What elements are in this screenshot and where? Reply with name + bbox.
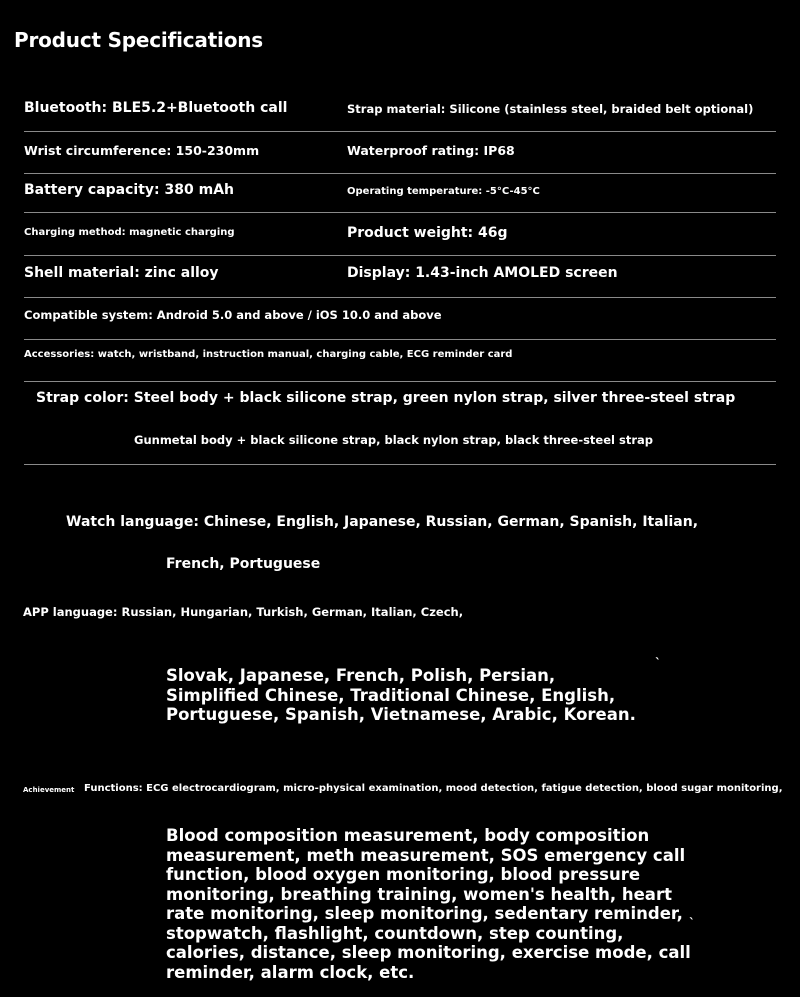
spec-bluetooth: Bluetooth: BLE5.2+Bluetooth call [24, 100, 288, 116]
app-language-list: Slovak, Japanese, French, Polish, Persian, Simplified Chinese, Traditional Chinese, English, Portuguese, Spanish, Vietnamese, Arabic, Korean. [166, 666, 636, 724]
spec-product-weight: Product weight: 46g [347, 225, 508, 241]
spec-operating-temperature: Operating temperature: -5°C-45°C [347, 186, 540, 197]
functions-line1: Functions: ECG electrocardiogram, micro-physical examination, mood detection, fatigue detection, blood sugar monitoring, [84, 783, 783, 794]
divider [24, 131, 776, 132]
app-language-line1: APP language: Russian, Hungarian, Turkish, German, Italian, Czech, [23, 605, 464, 619]
divider [24, 464, 776, 465]
divider [24, 339, 776, 340]
spec-charging-method: Charging method: magnetic charging [24, 227, 235, 238]
page-title: Product Specifications [14, 28, 263, 52]
watch-language-line2: French, Portuguese [166, 556, 321, 572]
divider [24, 381, 776, 382]
divider [24, 173, 776, 174]
stray-mark: ` [655, 656, 661, 670]
spec-strap-color-gunmetal: Gunmetal body + black silicone strap, black nylon strap, black three-steel strap [134, 433, 653, 447]
divider [24, 212, 776, 213]
spec-strap-material: Strap material: Silicone (stainless steel, braided belt optional) [347, 102, 754, 116]
stray-mark: ` [689, 916, 695, 930]
divider [24, 255, 776, 256]
watch-language-line1: Watch language: Chinese, English, Japanese, Russian, German, Spanish, Italian, [66, 514, 699, 530]
spec-strap-color-steel: Strap color: Steel body + black silicone strap, green nylon strap, silver three-steel strap [36, 390, 736, 406]
spec-shell-material: Shell material: zinc alloy [24, 265, 219, 281]
spec-accessories: Accessories: watch, wristband, instruction manual, charging cable, ECG reminder card [24, 349, 513, 360]
achievement-tag: Achievement [23, 786, 75, 794]
spec-battery: Battery capacity: 380 mAh [24, 182, 234, 198]
spec-compatible-system: Compatible system: Android 5.0 and above / iOS 10.0 and above [24, 308, 442, 322]
spec-wrist-circumference: Wrist circumference: 150-230mm [24, 143, 260, 158]
functions-list: Blood composition measurement, body composition measurement, meth measurement, SOS emergency call function, blood oxygen monitoring, blood pressure monitoring, breathing training, women's health, heart rate monitoring, sleep monitoring, sedentary reminder, stopwatch, flashlight, countdown, step counting, calories, distance, sleep monitoring, exercise mode, call reminder, alarm clock, etc. [166, 826, 691, 982]
spec-display: Display: 1.43-inch AMOLED screen [347, 265, 618, 281]
spec-waterproof: Waterproof rating: IP68 [347, 143, 515, 158]
divider [24, 297, 776, 298]
